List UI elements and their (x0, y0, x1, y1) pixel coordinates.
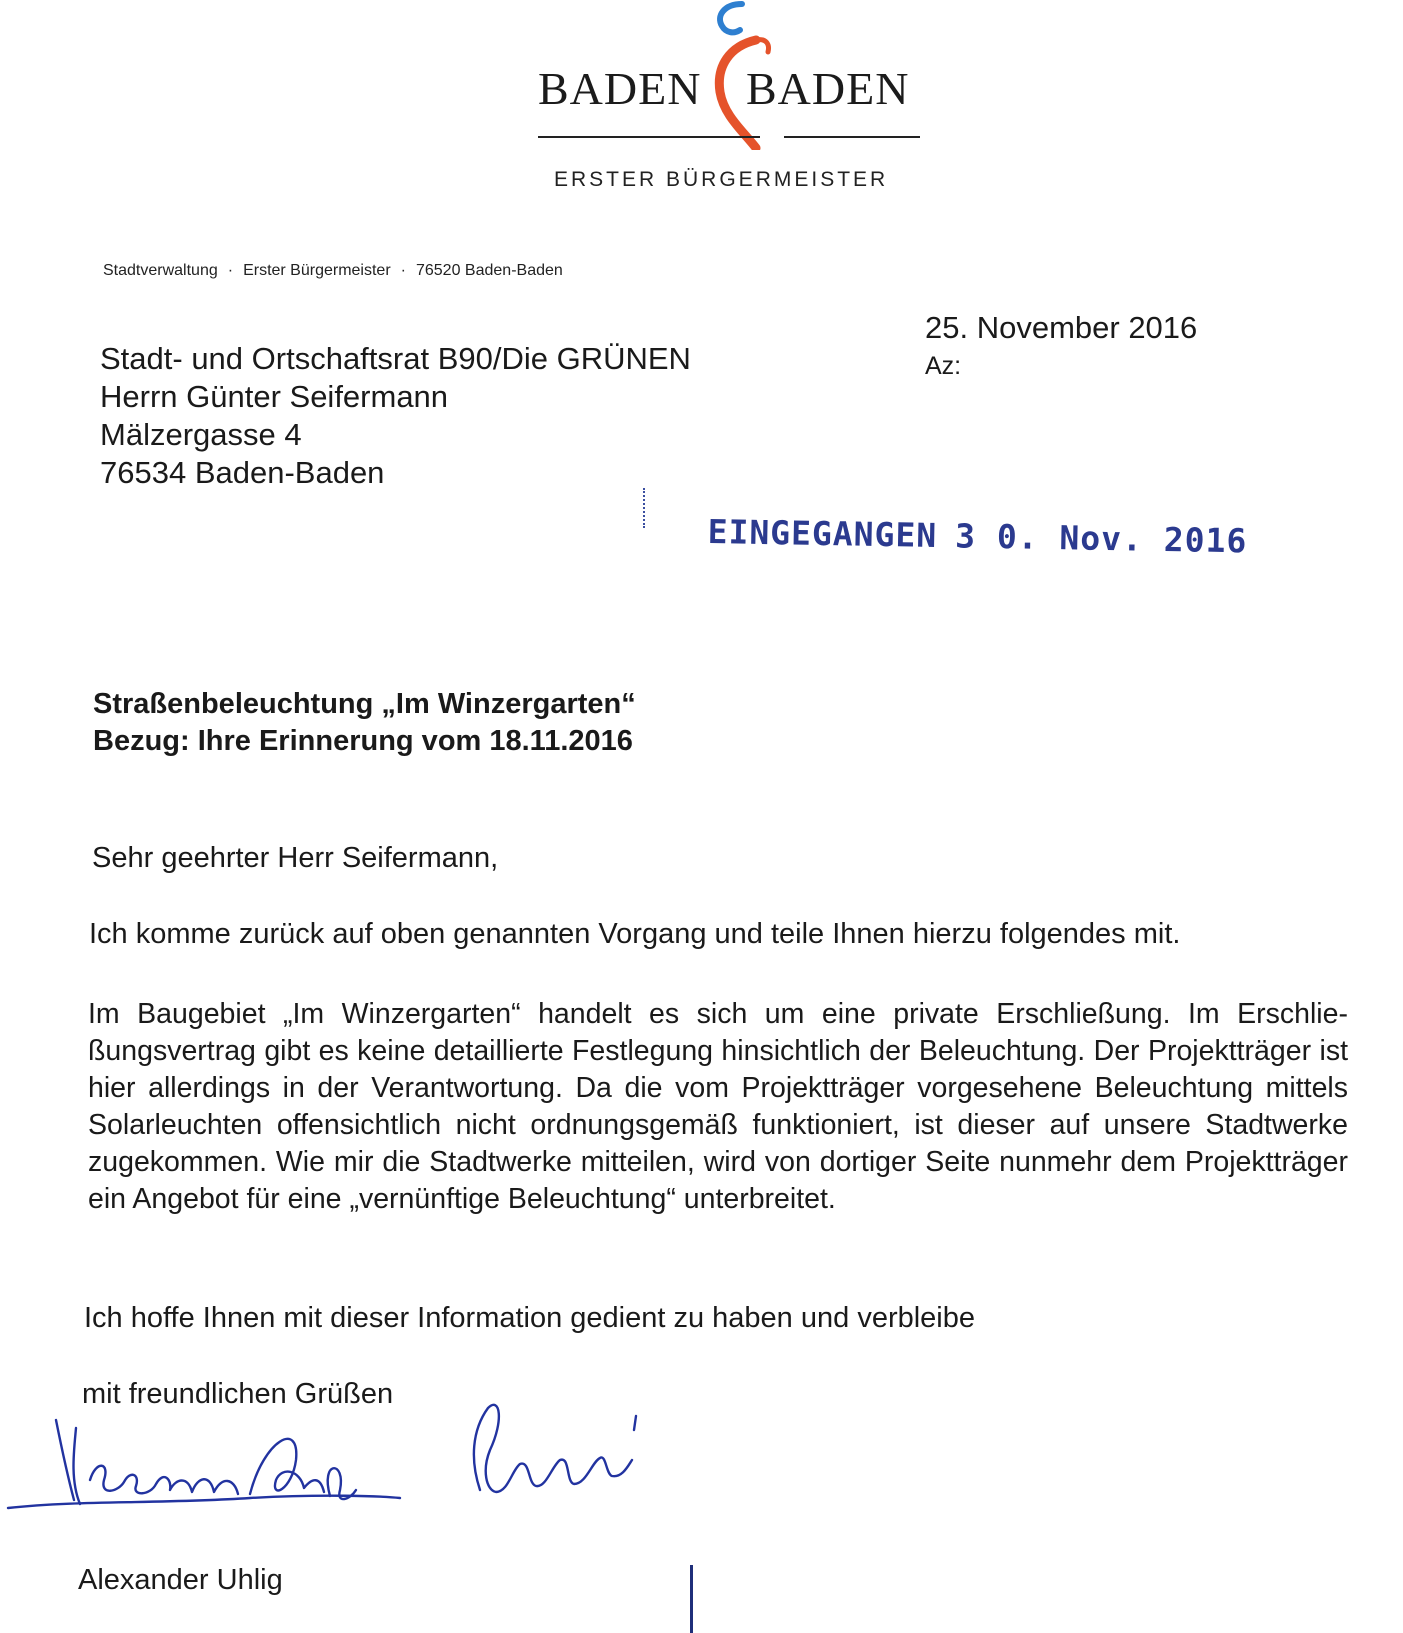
recipient-line: Mälzergasse 4 (100, 417, 302, 452)
signer-name: Alexander Uhlig (78, 1564, 283, 1596)
subject-reference: Bezug: Ihre Erinnerung vom 18.11.2016 (93, 725, 633, 757)
logo-rule-right (784, 136, 920, 138)
salutation: Sehr geehrter Herr Seifermann, (92, 842, 499, 874)
sender-separator: · (400, 262, 406, 279)
subject-title: Straßenbeleuchtung „Im Winzergarten“ (93, 688, 636, 720)
logo-word-left: BADEN (538, 63, 702, 114)
recipient-line: Stadt- und Ortschaftsrat B90/Die GRÜNEN (100, 341, 691, 376)
sender-org: Stadtverwaltung (103, 262, 218, 279)
body-paragraph: Ich komme zurück auf oben genannten Vorgang und teile Ihnen hierzu folgendes mit. (89, 918, 1181, 950)
sender-separator: · (227, 262, 234, 279)
stamp-mark (643, 488, 647, 528)
logo-subtitle: ERSTER BÜRGERMEISTER (554, 168, 889, 191)
letter-subject (93, 686, 636, 760)
logo-rule-left (538, 136, 760, 138)
received-stamp (707, 512, 1247, 560)
closing-phrase: mit freundlichen Grüßen (82, 1378, 394, 1410)
recipient-line: Herrn Günter Seifermann (100, 379, 449, 414)
sender-city: 76520 Baden-Baden (415, 262, 563, 279)
letter-date: 25. November 2016 (925, 310, 1198, 345)
city-logo (520, 0, 940, 200)
recipient-address (100, 340, 691, 492)
logo-word-right: BADEN (746, 63, 910, 114)
sender-office: Erster Bürgermeister (243, 262, 391, 279)
handwritten-signature (0, 1400, 700, 1530)
body-paragraph: Ich hoffe Ihnen mit dieser Information gedient zu haben und verbleibe (84, 1302, 975, 1334)
stamp-label: EINGEGANGEN (707, 512, 938, 556)
recipient-line: 76534 Baden-Baden (100, 455, 385, 490)
reference-label: Az: (925, 352, 962, 380)
margin-mark (690, 1565, 693, 1633)
stamp-day: 3 0. (954, 516, 1039, 557)
sender-line (103, 262, 563, 280)
stamp-year: 2016 (1163, 519, 1248, 561)
stamp-month: Nov. (1059, 518, 1144, 559)
body-paragraph: Im Baugebiet „Im Winzergarten“ handelt es sich um eine private Erschließung. Im Erschließungsvertrag gibt es keine detaillierte Festlegung hinsichtlich der Beleuchtung. Der Projektträger ist hier allerdings in der Verantwortung. Da die vom Projektträger vorgesehene Beleuchtung mittels Solarleuchten offensichtlich nicht ordnungsgemäß funktioniert, ist dieser auf unsere Stadtwerke zugekommen. Wie mir die Stadtwerke mitteilen, wird von dortiger Seite nunmehr dem Projektträger ein Angebot für eine „vernünftige Beleuchtung“ unterbreitet. (88, 998, 1348, 1215)
